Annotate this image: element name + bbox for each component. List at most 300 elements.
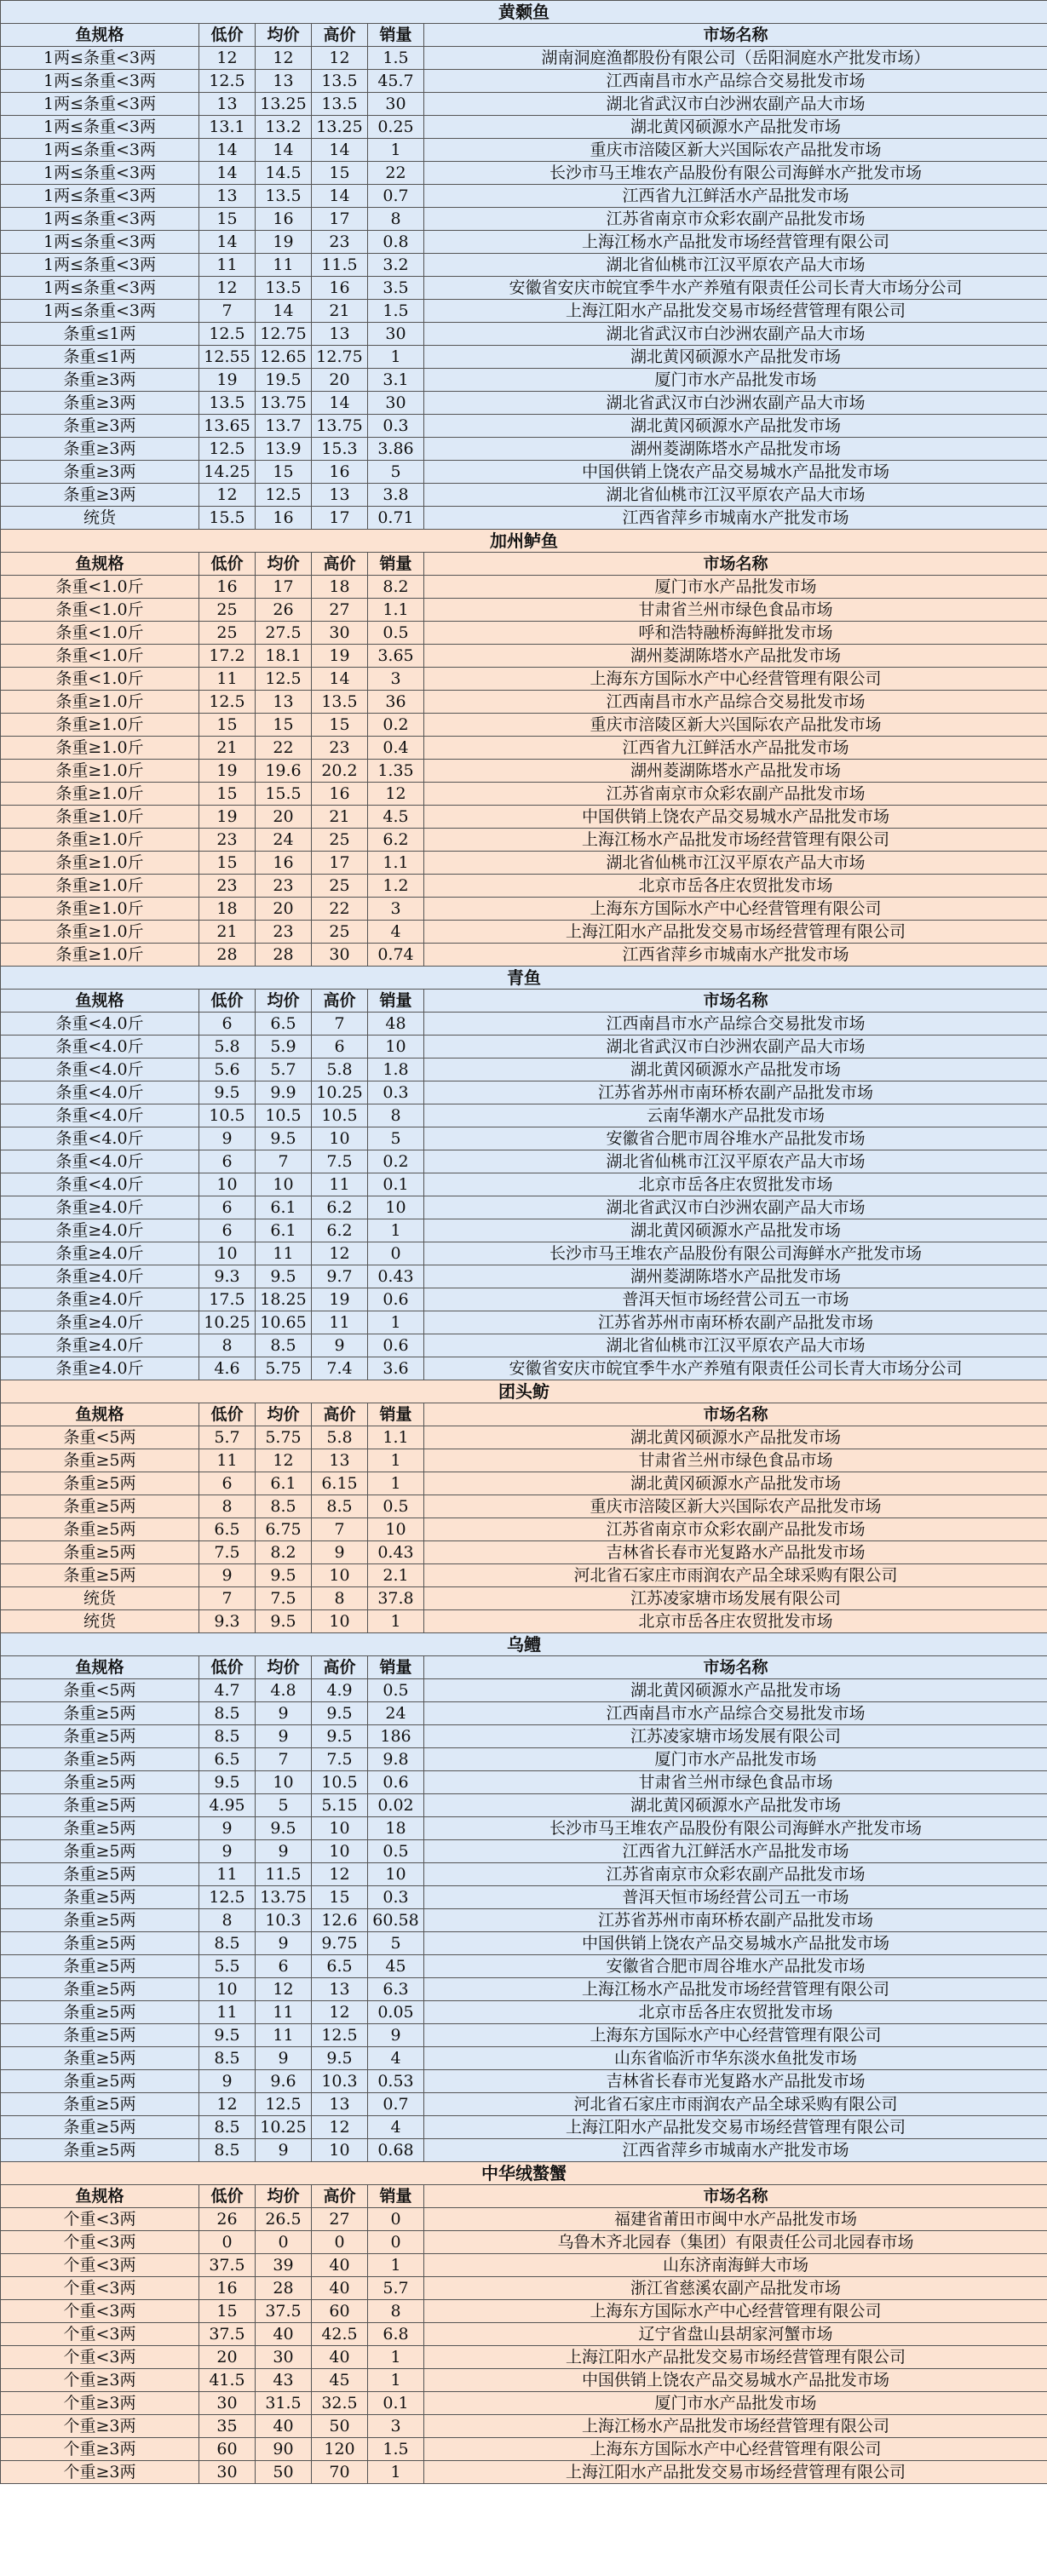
low-price-cell: 19 bbox=[199, 369, 256, 392]
low-price-cell: 12 bbox=[199, 484, 256, 507]
high-price-cell: 8.5 bbox=[312, 1495, 368, 1518]
avg-price-cell: 12.5 bbox=[256, 668, 312, 691]
low-price-cell: 15 bbox=[199, 2300, 256, 2323]
market-cell: 江西省萍乡市城南水产批发市场 bbox=[424, 2139, 1047, 2162]
avg-price-cell: 10.65 bbox=[256, 1311, 312, 1334]
avg-price-cell: 13.25 bbox=[256, 93, 312, 116]
spec-cell: 条重≥5两 bbox=[1, 1886, 199, 1909]
high-price-cell: 14 bbox=[312, 392, 368, 415]
table-row bbox=[1, 875, 1047, 898]
table-row bbox=[1, 208, 1047, 231]
volume-cell: 12 bbox=[368, 783, 424, 806]
avg-price-cell: 5.75 bbox=[256, 1357, 312, 1380]
market-cell: 甘肃省兰州市绿色食品市场 bbox=[424, 1449, 1047, 1472]
avg-price-cell: 11 bbox=[256, 2024, 312, 2047]
volume-cell: 3.1 bbox=[368, 369, 424, 392]
avg-price-cell: 12.75 bbox=[256, 323, 312, 346]
low-price-cell: 15 bbox=[199, 714, 256, 737]
column-header-row bbox=[1, 553, 1047, 576]
low-price-cell: 9 bbox=[199, 1817, 256, 1840]
section-3 bbox=[1, 1380, 1047, 1633]
market-cell: 湖北黄冈硕源水产品批发市场 bbox=[424, 1059, 1047, 1081]
spec-cell: 条重<5两 bbox=[1, 1426, 199, 1449]
spec-cell: 1两≤条重<3两 bbox=[1, 116, 199, 139]
header-high-price: 高价 bbox=[312, 990, 368, 1013]
volume-cell: 36 bbox=[368, 691, 424, 714]
volume-cell: 186 bbox=[368, 1725, 424, 1748]
volume-cell: 0.6 bbox=[368, 1771, 424, 1794]
section-1 bbox=[1, 530, 1047, 967]
high-price-cell: 40 bbox=[312, 2277, 368, 2300]
low-price-cell: 18 bbox=[199, 898, 256, 921]
low-price-cell: 9 bbox=[199, 1840, 256, 1863]
market-cell: 安徽省安庆市皖宜季牛水产养殖有限责任公司长青大市场分公司 bbox=[424, 277, 1047, 300]
table-row bbox=[1, 2415, 1047, 2438]
market-cell: 江苏凌家塘市场发展有限公司 bbox=[424, 1587, 1047, 1610]
market-cell: 上海江阳水产品批发交易市场经营管理有限公司 bbox=[424, 921, 1047, 944]
high-price-cell: 11 bbox=[312, 1311, 368, 1334]
avg-price-cell: 12.65 bbox=[256, 346, 312, 369]
high-price-cell: 7 bbox=[312, 1013, 368, 1036]
volume-cell: 1.5 bbox=[368, 2438, 424, 2461]
volume-cell: 1.8 bbox=[368, 1059, 424, 1081]
table-row bbox=[1, 70, 1047, 93]
low-price-cell: 8.5 bbox=[199, 1725, 256, 1748]
avg-price-cell: 8.5 bbox=[256, 1495, 312, 1518]
high-price-cell: 42.5 bbox=[312, 2323, 368, 2346]
avg-price-cell: 4.8 bbox=[256, 1679, 312, 1702]
low-price-cell: 9 bbox=[199, 1127, 256, 1150]
table-row bbox=[1, 1955, 1047, 1978]
high-price-cell: 6.2 bbox=[312, 1219, 368, 1242]
spec-cell: 条重≤1两 bbox=[1, 323, 199, 346]
high-price-cell: 13 bbox=[312, 323, 368, 346]
table-row bbox=[1, 1886, 1047, 1909]
high-price-cell: 10.5 bbox=[312, 1771, 368, 1794]
spec-cell: 条重≥5两 bbox=[1, 2024, 199, 2047]
volume-cell: 0.71 bbox=[368, 507, 424, 530]
table-row bbox=[1, 760, 1047, 783]
avg-price-cell: 5.9 bbox=[256, 1036, 312, 1059]
table-row bbox=[1, 599, 1047, 622]
header-market: 市场名称 bbox=[424, 990, 1047, 1013]
table-row bbox=[1, 1288, 1047, 1311]
spec-cell: 1两≤条重<3两 bbox=[1, 254, 199, 277]
header-volume: 销量 bbox=[368, 1656, 424, 1679]
table-row bbox=[1, 737, 1047, 760]
table-row bbox=[1, 1219, 1047, 1242]
avg-price-cell: 5.75 bbox=[256, 1426, 312, 1449]
section-title-row bbox=[1, 530, 1047, 553]
high-price-cell: 9 bbox=[312, 1334, 368, 1357]
low-price-cell: 23 bbox=[199, 829, 256, 852]
spec-cell: 条重<5两 bbox=[1, 1679, 199, 1702]
low-price-cell: 4.7 bbox=[199, 1679, 256, 1702]
volume-cell: 45.7 bbox=[368, 70, 424, 93]
table-row bbox=[1, 1127, 1047, 1150]
market-cell: 江西南昌市水产品综合交易批发市场 bbox=[424, 691, 1047, 714]
volume-cell: 0.4 bbox=[368, 737, 424, 760]
market-cell: 上海江阳水产品批发交易市场经营管理有限公司 bbox=[424, 300, 1047, 323]
avg-price-cell: 20 bbox=[256, 898, 312, 921]
avg-price-cell: 10.25 bbox=[256, 2116, 312, 2139]
header-avg-price: 均价 bbox=[256, 24, 312, 47]
spec-cell: 条重≤1两 bbox=[1, 346, 199, 369]
market-cell: 湖北黄冈硕源水产品批发市场 bbox=[424, 1472, 1047, 1495]
high-price-cell: 13.5 bbox=[312, 93, 368, 116]
market-cell: 湖北省仙桃市江汉平原农产品大市场 bbox=[424, 1150, 1047, 1173]
low-price-cell: 21 bbox=[199, 921, 256, 944]
table-row bbox=[1, 691, 1047, 714]
volume-cell: 0.7 bbox=[368, 185, 424, 208]
header-avg-price: 均价 bbox=[256, 1403, 312, 1426]
table-row bbox=[1, 1311, 1047, 1334]
spec-cell: 条重≥4.0斤 bbox=[1, 1196, 199, 1219]
spec-cell: 条重≥5两 bbox=[1, 1840, 199, 1863]
avg-price-cell: 15 bbox=[256, 714, 312, 737]
section-title-row bbox=[1, 1633, 1047, 1656]
spec-cell: 条重≥1.0斤 bbox=[1, 737, 199, 760]
table-row bbox=[1, 1449, 1047, 1472]
spec-cell: 条重≥3两 bbox=[1, 438, 199, 461]
low-price-cell: 25 bbox=[199, 599, 256, 622]
header-market: 市场名称 bbox=[424, 1656, 1047, 1679]
volume-cell: 30 bbox=[368, 93, 424, 116]
spec-cell: 条重≥5两 bbox=[1, 1541, 199, 1564]
avg-price-cell: 5.7 bbox=[256, 1059, 312, 1081]
volume-cell: 0 bbox=[368, 2208, 424, 2231]
spec-cell: 1两≤条重<3两 bbox=[1, 185, 199, 208]
high-price-cell: 13 bbox=[312, 2093, 368, 2116]
volume-cell: 1.2 bbox=[368, 875, 424, 898]
market-cell: 厦门市水产品批发市场 bbox=[424, 2392, 1047, 2415]
volume-cell: 10 bbox=[368, 1863, 424, 1886]
volume-cell: 3.6 bbox=[368, 1357, 424, 1380]
table-row bbox=[1, 1909, 1047, 1932]
spec-cell: 条重≥1.0斤 bbox=[1, 806, 199, 829]
low-price-cell: 11 bbox=[199, 254, 256, 277]
volume-cell: 3.2 bbox=[368, 254, 424, 277]
header-volume: 销量 bbox=[368, 553, 424, 576]
market-cell: 上海江杨水产品批发市场经营管理有限公司 bbox=[424, 2415, 1047, 2438]
table-row bbox=[1, 2070, 1047, 2093]
high-price-cell: 21 bbox=[312, 300, 368, 323]
high-price-cell: 15.3 bbox=[312, 438, 368, 461]
market-cell: 吉林省长春市光复路水产品批发市场 bbox=[424, 1541, 1047, 1564]
high-price-cell: 10 bbox=[312, 1610, 368, 1633]
market-cell: 普洱天恒市场经营公司五一市场 bbox=[424, 1288, 1047, 1311]
high-price-cell: 10 bbox=[312, 2139, 368, 2162]
volume-cell: 6.2 bbox=[368, 829, 424, 852]
market-cell: 上海东方国际水产中心经营管理有限公司 bbox=[424, 898, 1047, 921]
market-cell: 河北省石家庄市雨润农产品全球采购有限公司 bbox=[424, 2093, 1047, 2116]
low-price-cell: 25 bbox=[199, 622, 256, 645]
column-header-row bbox=[1, 1403, 1047, 1426]
volume-cell: 0.3 bbox=[368, 1081, 424, 1104]
high-price-cell: 12 bbox=[312, 2116, 368, 2139]
high-price-cell: 14 bbox=[312, 668, 368, 691]
table-row bbox=[1, 783, 1047, 806]
column-header-row bbox=[1, 2185, 1047, 2208]
avg-price-cell: 12 bbox=[256, 1449, 312, 1472]
volume-cell: 3 bbox=[368, 668, 424, 691]
table-row bbox=[1, 1150, 1047, 1173]
low-price-cell: 13.1 bbox=[199, 116, 256, 139]
high-price-cell: 6.5 bbox=[312, 1955, 368, 1978]
avg-price-cell: 6.1 bbox=[256, 1219, 312, 1242]
spec-cell: 条重≥5两 bbox=[1, 1725, 199, 1748]
section-title-row bbox=[1, 967, 1047, 990]
spec-cell: 统货 bbox=[1, 1587, 199, 1610]
low-price-cell: 12.5 bbox=[199, 70, 256, 93]
high-price-cell: 30 bbox=[312, 622, 368, 645]
high-price-cell: 10 bbox=[312, 1564, 368, 1587]
header-spec: 鱼规格 bbox=[1, 2185, 199, 2208]
volume-cell: 0.25 bbox=[368, 116, 424, 139]
low-price-cell: 8.5 bbox=[199, 2116, 256, 2139]
volume-cell: 60.58 bbox=[368, 1909, 424, 1932]
high-price-cell: 7 bbox=[312, 1518, 368, 1541]
high-price-cell: 12 bbox=[312, 47, 368, 70]
volume-cell: 6.3 bbox=[368, 1978, 424, 2001]
spec-cell: 条重≥1.0斤 bbox=[1, 760, 199, 783]
market-cell: 上海江杨水产品批发市场经营管理有限公司 bbox=[424, 829, 1047, 852]
spec-cell: 个重<3两 bbox=[1, 2277, 199, 2300]
volume-cell: 0.7 bbox=[368, 2093, 424, 2116]
table-row bbox=[1, 829, 1047, 852]
market-cell: 湖州菱湖陈塔水产品批发市场 bbox=[424, 438, 1047, 461]
high-price-cell: 5.8 bbox=[312, 1059, 368, 1081]
high-price-cell: 9.7 bbox=[312, 1265, 368, 1288]
avg-price-cell: 37.5 bbox=[256, 2300, 312, 2323]
market-cell: 湖南洞庭渔都股份有限公司（岳阳洞庭水产批发市场） bbox=[424, 47, 1047, 70]
spec-cell: 个重≥3两 bbox=[1, 2415, 199, 2438]
spec-cell: 条重<4.0斤 bbox=[1, 1036, 199, 1059]
avg-price-cell: 19.6 bbox=[256, 760, 312, 783]
header-high-price: 高价 bbox=[312, 24, 368, 47]
avg-price-cell: 11 bbox=[256, 1242, 312, 1265]
high-price-cell: 15 bbox=[312, 714, 368, 737]
high-price-cell: 11 bbox=[312, 1173, 368, 1196]
table-row bbox=[1, 1564, 1047, 1587]
table-row bbox=[1, 1794, 1047, 1817]
header-high-price: 高价 bbox=[312, 2185, 368, 2208]
table-row bbox=[1, 645, 1047, 668]
volume-cell: 30 bbox=[368, 323, 424, 346]
avg-price-cell: 14.5 bbox=[256, 162, 312, 185]
volume-cell: 0.5 bbox=[368, 622, 424, 645]
table-row bbox=[1, 1357, 1047, 1380]
market-cell: 中国供销上饶农产品交易城水产品批发市场 bbox=[424, 461, 1047, 484]
header-spec: 鱼规格 bbox=[1, 24, 199, 47]
low-price-cell: 13 bbox=[199, 185, 256, 208]
volume-cell: 1 bbox=[368, 2369, 424, 2392]
market-cell: 北京市岳各庄农贸批发市场 bbox=[424, 2001, 1047, 2024]
market-cell: 乌鲁木齐北园春（集团）有限责任公司北园春市场 bbox=[424, 2231, 1047, 2254]
market-cell: 厦门市水产品批发市场 bbox=[424, 576, 1047, 599]
low-price-cell: 6 bbox=[199, 1150, 256, 1173]
spec-cell: 个重≥3两 bbox=[1, 2438, 199, 2461]
high-price-cell: 7.5 bbox=[312, 1748, 368, 1771]
table-row bbox=[1, 1104, 1047, 1127]
section-title: 青鱼 bbox=[1, 967, 1047, 990]
avg-price-cell: 9.6 bbox=[256, 2070, 312, 2093]
header-avg-price: 均价 bbox=[256, 1656, 312, 1679]
table-row bbox=[1, 2438, 1047, 2461]
low-price-cell: 13 bbox=[199, 93, 256, 116]
market-cell: 中国供销上饶农产品交易城水产品批发市场 bbox=[424, 806, 1047, 829]
volume-cell: 37.8 bbox=[368, 1587, 424, 1610]
avg-price-cell: 6.1 bbox=[256, 1196, 312, 1219]
high-price-cell: 40 bbox=[312, 2346, 368, 2369]
table-row bbox=[1, 714, 1047, 737]
low-price-cell: 4.6 bbox=[199, 1357, 256, 1380]
table-row bbox=[1, 921, 1047, 944]
low-price-cell: 10 bbox=[199, 1242, 256, 1265]
high-price-cell: 16 bbox=[312, 461, 368, 484]
high-price-cell: 6 bbox=[312, 1036, 368, 1059]
header-avg-price: 均价 bbox=[256, 990, 312, 1013]
avg-price-cell: 13.75 bbox=[256, 1886, 312, 1909]
market-cell: 重庆市涪陵区新大兴国际农产品批发市场 bbox=[424, 1495, 1047, 1518]
table-row bbox=[1, 944, 1047, 967]
low-price-cell: 10 bbox=[199, 1978, 256, 2001]
volume-cell: 0.6 bbox=[368, 1288, 424, 1311]
volume-cell: 10 bbox=[368, 1036, 424, 1059]
high-price-cell: 60 bbox=[312, 2300, 368, 2323]
avg-price-cell: 19.5 bbox=[256, 369, 312, 392]
avg-price-cell: 6.5 bbox=[256, 1013, 312, 1036]
avg-price-cell: 9 bbox=[256, 2047, 312, 2070]
low-price-cell: 11 bbox=[199, 1863, 256, 1886]
header-market: 市场名称 bbox=[424, 553, 1047, 576]
high-price-cell: 12 bbox=[312, 2001, 368, 2024]
avg-price-cell: 11.5 bbox=[256, 1863, 312, 1886]
table-row bbox=[1, 2323, 1047, 2346]
volume-cell: 0.3 bbox=[368, 415, 424, 438]
table-row bbox=[1, 622, 1047, 645]
table-row bbox=[1, 277, 1047, 300]
market-cell: 湖北黄冈硕源水产品批发市场 bbox=[424, 1679, 1047, 1702]
table-row bbox=[1, 139, 1047, 162]
spec-cell: 个重<3两 bbox=[1, 2208, 199, 2231]
high-price-cell: 17 bbox=[312, 507, 368, 530]
low-price-cell: 5.7 bbox=[199, 1426, 256, 1449]
high-price-cell: 21 bbox=[312, 806, 368, 829]
low-price-cell: 8 bbox=[199, 1334, 256, 1357]
section-title: 乌鳢 bbox=[1, 1633, 1047, 1656]
low-price-cell: 9 bbox=[199, 1564, 256, 1587]
volume-cell: 0.3 bbox=[368, 1886, 424, 1909]
spec-cell: 条重≥5两 bbox=[1, 1449, 199, 1472]
spec-cell: 条重≥4.0斤 bbox=[1, 1265, 199, 1288]
table-row bbox=[1, 668, 1047, 691]
volume-cell: 2.1 bbox=[368, 1564, 424, 1587]
table-row bbox=[1, 1702, 1047, 1725]
table-row bbox=[1, 1863, 1047, 1886]
low-price-cell: 37.5 bbox=[199, 2323, 256, 2346]
avg-price-cell: 14 bbox=[256, 139, 312, 162]
low-price-cell: 20 bbox=[199, 2346, 256, 2369]
table-row bbox=[1, 2254, 1047, 2277]
spec-cell: 条重≥5两 bbox=[1, 2001, 199, 2024]
avg-price-cell: 5 bbox=[256, 1794, 312, 1817]
volume-cell: 8.2 bbox=[368, 576, 424, 599]
volume-cell: 1 bbox=[368, 2346, 424, 2369]
high-price-cell: 14 bbox=[312, 185, 368, 208]
avg-price-cell: 30 bbox=[256, 2346, 312, 2369]
market-cell: 呼和浩特融桥海鲜批发市场 bbox=[424, 622, 1047, 645]
market-cell: 上海江阳水产品批发交易市场经营管理有限公司 bbox=[424, 2116, 1047, 2139]
table-row bbox=[1, 1242, 1047, 1265]
spec-cell: 条重≥3两 bbox=[1, 392, 199, 415]
avg-price-cell: 17 bbox=[256, 576, 312, 599]
header-low-price: 低价 bbox=[199, 553, 256, 576]
low-price-cell: 14 bbox=[199, 231, 256, 254]
table-row bbox=[1, 1725, 1047, 1748]
avg-price-cell: 13 bbox=[256, 70, 312, 93]
high-price-cell: 19 bbox=[312, 1288, 368, 1311]
spec-cell: 条重≥5两 bbox=[1, 1978, 199, 2001]
avg-price-cell: 9 bbox=[256, 1840, 312, 1863]
header-volume: 销量 bbox=[368, 2185, 424, 2208]
section-title-row bbox=[1, 2162, 1047, 2185]
market-cell: 浙江省慈溪农副产品批发市场 bbox=[424, 2277, 1047, 2300]
volume-cell: 1.1 bbox=[368, 852, 424, 875]
market-cell: 安徽省安庆市皖宜季牛水产养殖有限责任公司长青大市场分公司 bbox=[424, 1357, 1047, 1380]
table-row bbox=[1, 369, 1047, 392]
high-price-cell: 17 bbox=[312, 208, 368, 231]
spec-cell: 条重≥3两 bbox=[1, 461, 199, 484]
market-cell: 江西南昌市水产品综合交易批发市场 bbox=[424, 70, 1047, 93]
high-price-cell: 6.2 bbox=[312, 1196, 368, 1219]
spec-cell: 条重≥1.0斤 bbox=[1, 875, 199, 898]
market-cell: 北京市岳各庄农贸批发市场 bbox=[424, 875, 1047, 898]
table-row bbox=[1, 1013, 1047, 1036]
table-row bbox=[1, 507, 1047, 530]
low-price-cell: 9.5 bbox=[199, 2024, 256, 2047]
spec-cell: 1两≤条重<3两 bbox=[1, 93, 199, 116]
market-cell: 安徽省合肥市周谷堆水产品批发市场 bbox=[424, 1127, 1047, 1150]
high-price-cell: 10 bbox=[312, 1817, 368, 1840]
low-price-cell: 0 bbox=[199, 2231, 256, 2254]
market-cell: 云南华潮水产品批发市场 bbox=[424, 1104, 1047, 1127]
spec-cell: 条重≥1.0斤 bbox=[1, 714, 199, 737]
table-row bbox=[1, 1978, 1047, 2001]
header-avg-price: 均价 bbox=[256, 553, 312, 576]
spec-cell: 条重≥5两 bbox=[1, 1955, 199, 1978]
low-price-cell: 11 bbox=[199, 1449, 256, 1472]
volume-cell: 0.43 bbox=[368, 1541, 424, 1564]
market-cell: 上海东方国际水产中心经营管理有限公司 bbox=[424, 2438, 1047, 2461]
spec-cell: 条重≥3两 bbox=[1, 415, 199, 438]
volume-cell: 3 bbox=[368, 898, 424, 921]
low-price-cell: 13.5 bbox=[199, 392, 256, 415]
table-row bbox=[1, 1265, 1047, 1288]
table-row bbox=[1, 1587, 1047, 1610]
avg-price-cell: 28 bbox=[256, 944, 312, 967]
market-cell: 湖北省仙桃市江汉平原农产品大市场 bbox=[424, 852, 1047, 875]
table-row bbox=[1, 1426, 1047, 1449]
market-cell: 江西省萍乡市城南水产批发市场 bbox=[424, 507, 1047, 530]
avg-price-cell: 10 bbox=[256, 1771, 312, 1794]
table-row bbox=[1, 461, 1047, 484]
market-cell: 江苏省南京市众彩农副产品批发市场 bbox=[424, 208, 1047, 231]
volume-cell: 0.5 bbox=[368, 1495, 424, 1518]
spec-cell: 1两≤条重<3两 bbox=[1, 231, 199, 254]
low-price-cell: 6.5 bbox=[199, 1748, 256, 1771]
low-price-cell: 8 bbox=[199, 1909, 256, 1932]
